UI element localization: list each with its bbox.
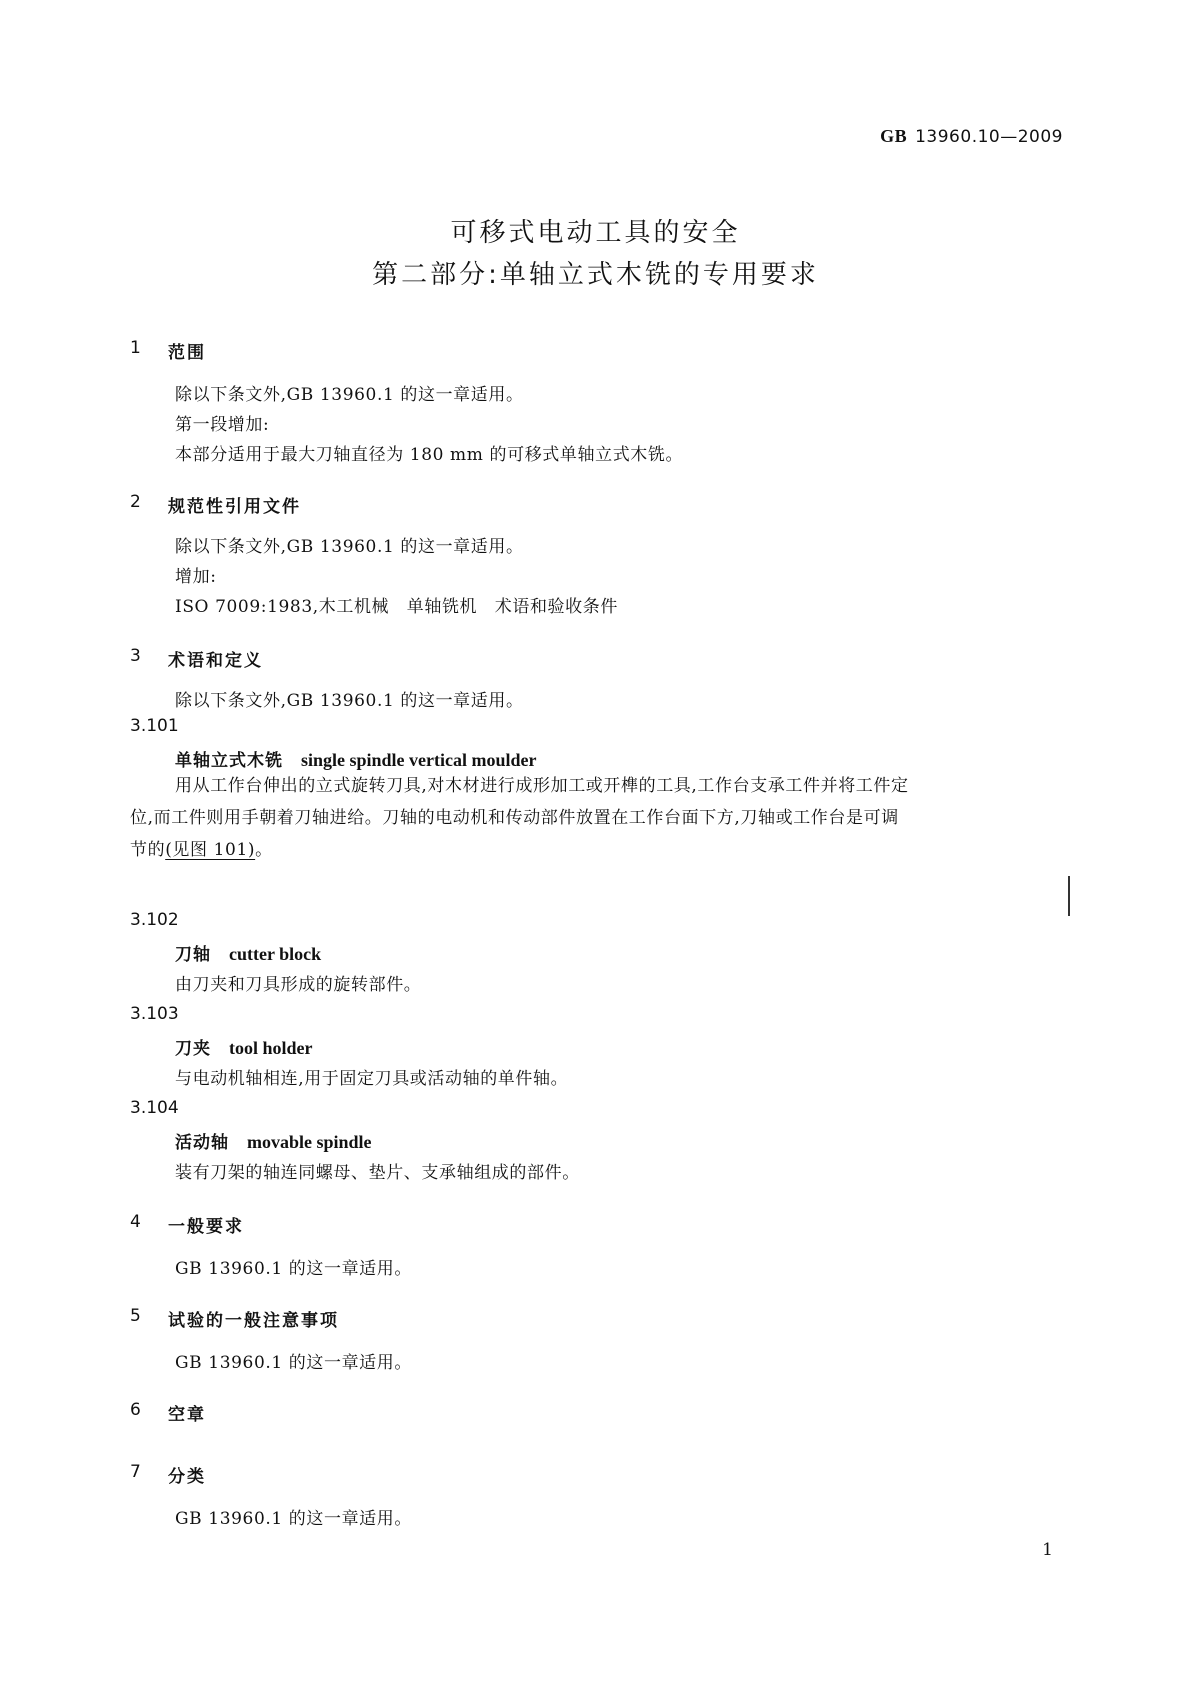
change-bar: [1068, 876, 1070, 916]
section-6-title: 空章: [168, 1405, 206, 1425]
term-3-101-def-line1: 用从工作台伸出的立式旋转刀具,对木材进行成形加工或开榫的工具,工作台支承工件并将工件定: [175, 776, 909, 796]
term-3-101-def-line2: 位,而工件则用手朝着刀轴进给。刀轴的电动机和传动部件放置在工作台面下方,刀轴或工作台是可调: [130, 808, 899, 828]
section-1-para-3: 本部分适用于最大刀轴直径为 180 mm 的可移式单轴立式木铣。: [175, 445, 684, 465]
document-title-line2: 第二部分:单轴立式木铣的专用要求: [372, 260, 819, 290]
section-2-title: 规范性引用文件: [168, 497, 301, 517]
term-3-102: [175, 940, 321, 965]
figure-101-reference[interactable]: (见图 101): [165, 840, 256, 860]
standard-prefix: GB: [880, 126, 908, 146]
term-3-103-definition: 与电动机轴相连,用于固定刀具或活动轴的单件轴。: [175, 1069, 569, 1089]
section-1-para-2: 第一段增加:: [175, 415, 270, 435]
term-3-102-definition: 由刀夹和刀具形成的旋转部件。: [175, 975, 422, 995]
term-3-104: [175, 1128, 372, 1153]
standard-number: 13960.10—2009: [915, 127, 1063, 147]
term-3-101-def-line3-pre: 节的: [130, 840, 166, 860]
term-3-101: [175, 746, 537, 771]
standard-code: [880, 126, 1063, 147]
section-4-number: 4: [130, 1212, 141, 1232]
term-3-101-number: 3.101: [130, 716, 179, 736]
term-3-101-en: single spindle vertical moulder: [301, 750, 537, 770]
section-6-number: 6: [130, 1400, 141, 1420]
term-3-103: [175, 1034, 313, 1059]
section-2-para-3: ISO 7009:1983,木工机械 单轴铣机 术语和验收条件: [175, 597, 618, 617]
section-7-number: 7: [130, 1462, 141, 1482]
term-3-102-number: 3.102: [130, 910, 179, 930]
term-3-103-zh: 刀夹: [175, 1039, 211, 1059]
section-7-para-1: GB 13960.1 的这一章适用。: [175, 1509, 412, 1529]
term-3-102-zh: 刀轴: [175, 945, 211, 965]
term-3-101-def-line3-post: 。: [255, 840, 273, 860]
section-1-para-1: 除以下条文外,GB 13960.1 的这一章适用。: [175, 385, 524, 405]
document-title-line1: 可移式电动工具的安全: [450, 218, 741, 248]
term-3-103-en: tool holder: [229, 1038, 313, 1058]
section-3-number: 3: [130, 646, 141, 666]
term-3-102-en: cutter block: [229, 944, 322, 964]
page-number: 1: [1042, 1540, 1053, 1560]
section-4-title: 一般要求: [168, 1217, 244, 1237]
section-5-number: 5: [130, 1306, 141, 1326]
section-5-title: 试验的一般注意事项: [168, 1311, 339, 1331]
section-4-para-1: GB 13960.1 的这一章适用。: [175, 1259, 412, 1279]
term-3-101-zh: 单轴立式木铣: [175, 751, 283, 771]
term-3-104-en: movable spindle: [247, 1132, 372, 1152]
section-3-title: 术语和定义: [168, 651, 263, 671]
section-7-title: 分类: [168, 1467, 206, 1487]
section-2-para-2: 增加:: [175, 567, 217, 587]
section-2-number: 2: [130, 492, 141, 512]
term-3-104-definition: 装有刀架的轴连同螺母、垫片、支承轴组成的部件。: [175, 1163, 580, 1183]
section-2-para-1: 除以下条文外,GB 13960.1 的这一章适用。: [175, 537, 524, 557]
section-1-title: 范围: [168, 343, 206, 363]
section-5-para-1: GB 13960.1 的这一章适用。: [175, 1353, 412, 1373]
section-3-para-1: 除以下条文外,GB 13960.1 的这一章适用。: [175, 691, 524, 711]
term-3-103-number: 3.103: [130, 1004, 179, 1024]
term-3-101-definition: [130, 770, 1068, 866]
term-3-104-number: 3.104: [130, 1098, 179, 1118]
section-1-number: 1: [130, 338, 141, 358]
term-3-101-def-line3: [130, 834, 1068, 866]
term-3-104-zh: 活动轴: [175, 1133, 229, 1153]
